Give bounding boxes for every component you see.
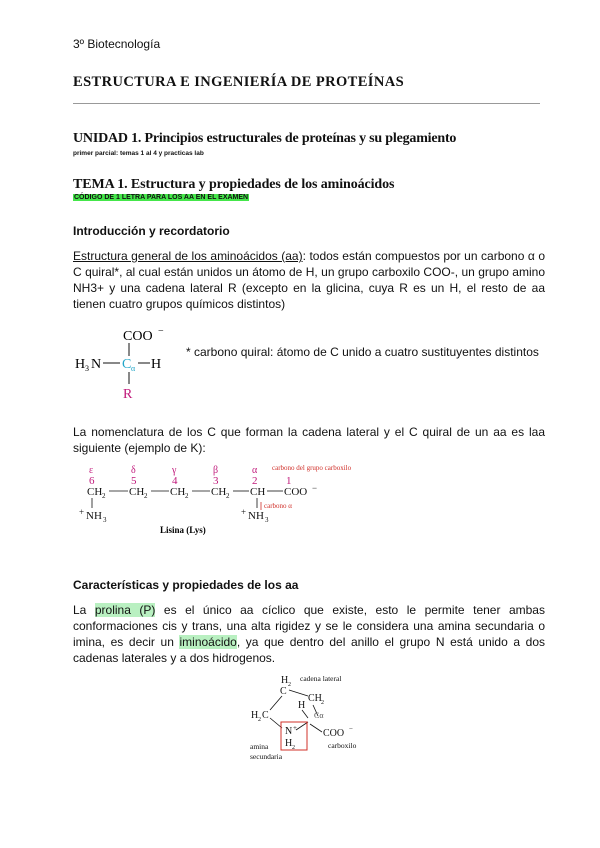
greek-delta: δ	[131, 465, 136, 476]
num-4: 4	[172, 475, 178, 487]
amine-label-1: amina	[250, 742, 269, 751]
r-group: R	[123, 387, 133, 402]
unit-title: UNIDAD 1. Principios estructurales de proteínas y su plegamiento	[73, 131, 457, 146]
num-6: 6	[89, 475, 95, 487]
side-chain-label: cadena lateral	[300, 674, 342, 683]
coo-label: COO	[123, 329, 153, 344]
nh3-plus-left: +	[79, 507, 85, 517]
ring-bond-top	[289, 690, 308, 696]
num-5: 5	[131, 475, 137, 487]
nh3-left: NH	[86, 510, 102, 522]
left-h-sub: 2	[258, 717, 261, 723]
proline-highlight: prolina (P)	[94, 603, 156, 617]
h-label: H	[151, 357, 162, 372]
unit-subtitle: primer parcial: temas 1 al 4 y practicas lab	[73, 150, 204, 157]
alpha-h-bond	[302, 710, 308, 718]
group-ch2-5: CH	[129, 486, 145, 498]
sub-2-a: 2	[102, 492, 106, 500]
lysine-caption: Lisina (Lys)	[160, 525, 206, 535]
left-c: C	[262, 710, 269, 721]
chiral-carbon-note: * carbono quiral: átomo de C unido a cuatro sustituyentes distintos	[186, 345, 539, 359]
sub-2-b: 2	[144, 492, 148, 500]
sub-2-c: 2	[185, 492, 189, 500]
subject-title: ESTRUCTURA E INGENIERÍA DE PROTEÍNAS	[73, 74, 405, 90]
group-ch2-3: CH	[211, 486, 227, 498]
n-plus: +	[293, 724, 297, 732]
top-h-sub: 2	[288, 682, 291, 688]
coo-label-pro: COO	[323, 728, 345, 739]
ring-bond-bottom-left	[270, 718, 282, 728]
alpha-h: H	[298, 700, 306, 711]
greek-epsilon: ε	[89, 465, 94, 476]
tema-title: TEMA 1. Estructura y propiedades de los aminoácidos	[73, 177, 395, 192]
num-1: 1	[286, 475, 292, 487]
p-mid: es el único aa cíclico que existe, esto le permite tener ambas conformaciones cis y trans, una alta rigidez y se le considera una amina secundaria o imina, es decir un	[73, 603, 545, 649]
course-label: 3º Biotecnología	[73, 37, 161, 51]
left-h: H	[251, 710, 259, 721]
h3n-n: N	[91, 357, 102, 372]
ring-bond-bottom-right	[296, 722, 308, 730]
num-2: 2	[252, 475, 258, 487]
h3n-sub: 3	[85, 364, 89, 373]
top-c: C	[280, 686, 287, 697]
carboxyl-label: carboxilo	[328, 741, 357, 750]
group-ch2-4: CH	[170, 486, 186, 498]
num-3: 3	[213, 475, 219, 487]
group-ch-2: CH	[250, 486, 266, 498]
exam-code-highlight: CÓDIGO DE 1 LETRA PARA LOS AA EN EL EXAMEN	[74, 194, 249, 201]
greek-beta: β	[213, 465, 219, 476]
group-ch2-6: CH	[87, 486, 103, 498]
coo-minus-pro: −	[349, 725, 353, 733]
right-ch: CH	[308, 693, 322, 704]
intro-heading: Introducción y recordatorio	[73, 224, 230, 238]
intro-underlined-lead: Estructura general de los aminoácidos (aa)	[73, 249, 303, 263]
alpha-carbon: C	[122, 357, 132, 372]
proline-paragraph	[73, 602, 545, 666]
lysine-structure	[74, 458, 394, 540]
alpha-sub: α	[131, 364, 136, 373]
characteristics-heading: Características y propiedades de los aa	[73, 578, 299, 592]
alpha-carbon-label: carbono α	[264, 502, 292, 510]
nh3-sub-left: 3	[103, 516, 107, 524]
header-divider	[73, 103, 540, 104]
carboxyl-carbon-label: carbono del grupo carboxilo	[272, 464, 352, 472]
nh3-alpha: NH	[248, 510, 264, 522]
iminoacid-highlight: iminoácido	[179, 635, 237, 649]
nh3-sub-alpha: 3	[265, 516, 269, 524]
carboxyl-bond	[310, 724, 322, 732]
p-start: La	[73, 603, 95, 617]
proline-structure	[248, 670, 378, 770]
n-h: H	[285, 738, 293, 749]
h3n-h: H	[75, 357, 86, 372]
greek-gamma: γ	[172, 465, 177, 476]
ring-bond-left	[270, 696, 282, 710]
right-ch-sub: 2	[321, 700, 324, 706]
group-coo: COO	[284, 486, 308, 498]
nomenclature-paragraph: La nomenclatura de los C que forman la cadena lateral y el C quiral de un aa es laa siguiente (ejemplo de K):	[73, 425, 545, 455]
sub-2-d: 2	[226, 492, 230, 500]
amine-label-2: secundaria	[250, 752, 283, 761]
p-end: , ya que dentro del anillo el grupo N está unido a dos cadenas laterales y a dos hidrogenos.	[73, 635, 545, 665]
n-label: N	[285, 726, 293, 737]
coo-minus-lys: −	[312, 483, 318, 493]
alpha-label: Cα	[314, 711, 324, 720]
greek-alpha: α	[252, 465, 258, 476]
general-aa-structure	[72, 322, 182, 404]
nh3-plus-alpha: +	[241, 507, 247, 517]
coo-minus: −	[158, 326, 164, 337]
intro-paragraph-rest: : todos están compuestos por un carbono α o C quiral*, al cual están unidos un átomo de H, un grupo carboxilo COO-, un grupo amino NH3+ y una cadena lateral R (excepto en la glicina, cuya R es un H, el resto de aa tienen cuatro grupos químicos distintos)	[73, 249, 545, 311]
n-h-sub: 2	[292, 745, 295, 751]
top-h: H	[281, 675, 289, 686]
intro-paragraph	[73, 248, 545, 312]
